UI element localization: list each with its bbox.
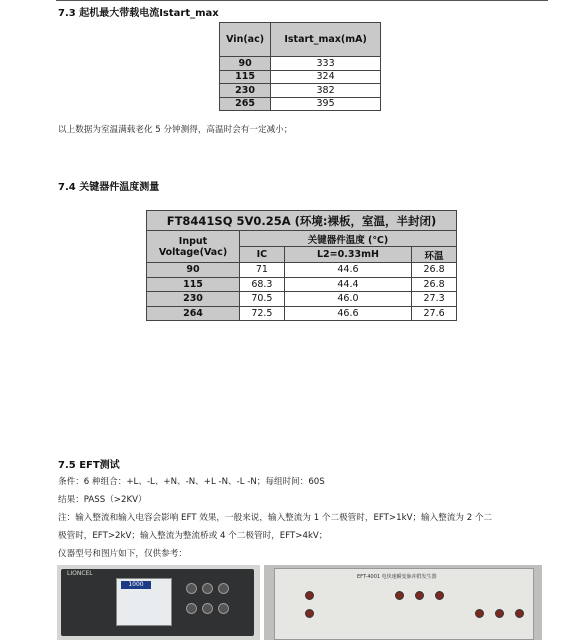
eft-instrument-line: 仪器型号和图片如下，仅供参考： bbox=[58, 549, 187, 559]
ambient-temp-cell: 26.8 bbox=[412, 263, 457, 278]
ic-temp-cell: 68.3 bbox=[240, 277, 285, 292]
ic-temp-cell: 70.5 bbox=[240, 292, 285, 307]
instrument-screen bbox=[116, 578, 172, 626]
terminal-port-icon bbox=[305, 609, 314, 618]
instrument-photo-left bbox=[57, 565, 260, 640]
istart-cell: 382 bbox=[271, 84, 381, 98]
screen-value: 1000 bbox=[121, 581, 151, 589]
col-header-input-voltage: Input Voltage(Vac) bbox=[147, 231, 240, 263]
l2-temp-cell: 44.6 bbox=[284, 263, 411, 278]
eft-result-line: 结果：PASS（>2KV） bbox=[58, 495, 147, 505]
section-7-3-title: 7.3 起机最大带载电流Istart_max bbox=[58, 8, 219, 19]
table-header-row bbox=[147, 231, 457, 247]
vin-cell: 230 bbox=[220, 84, 271, 98]
ambient-temp-cell: 27.6 bbox=[412, 306, 457, 321]
table-row bbox=[147, 306, 457, 321]
ic-temp-cell: 71 bbox=[240, 263, 285, 278]
voltage-cell: 264 bbox=[147, 306, 240, 321]
ic-temp-cell: 72.5 bbox=[240, 306, 285, 321]
istart-cell: 324 bbox=[271, 70, 381, 84]
table-row bbox=[220, 97, 381, 111]
table-caption: FT8441SQ 5V0.25A (环境:裸板，室温，半封闭) bbox=[147, 211, 457, 231]
instrument-model-label: EFT-4001 电快速瞬变脉冲群发生器 bbox=[357, 574, 437, 580]
panel-knob-icon bbox=[218, 583, 229, 594]
table-row bbox=[147, 292, 457, 307]
section-7-4-title: 7.4 关键器件温度测量 bbox=[58, 182, 160, 193]
panel-knob-icon bbox=[186, 603, 197, 614]
vin-cell: 265 bbox=[220, 97, 271, 111]
eft-generator-front-panel bbox=[61, 569, 254, 636]
section-7-3-note: 以上数据为室温满载老化 5 分钟测得，高温时会有一定减小； bbox=[58, 125, 293, 135]
voltage-cell: 230 bbox=[147, 292, 240, 307]
col-header-vin: Vin(ac) bbox=[220, 23, 271, 57]
terminal-port-icon bbox=[415, 591, 424, 600]
col-header-group: 关键器件温度 (℃) bbox=[240, 231, 457, 247]
table-row bbox=[147, 263, 457, 278]
col-header-istart: Istart_max(mA) bbox=[271, 23, 381, 57]
table-row bbox=[220, 84, 381, 98]
section-7-5-title: 7.5 EFT测试 bbox=[58, 460, 120, 471]
terminal-port-icon bbox=[515, 609, 524, 618]
voltage-cell: 90 bbox=[147, 263, 240, 278]
panel-knob-icon bbox=[202, 583, 213, 594]
terminal-port-icon bbox=[305, 591, 314, 600]
col-header-l2: L2=0.33mH bbox=[284, 247, 411, 263]
terminal-port-icon bbox=[495, 609, 504, 618]
terminal-port-icon bbox=[435, 591, 444, 600]
temperature-table bbox=[146, 210, 457, 321]
table-header-row bbox=[220, 23, 381, 57]
voltage-cell: 115 bbox=[147, 277, 240, 292]
l2-temp-cell: 44.4 bbox=[284, 277, 411, 292]
istart-cell: 333 bbox=[271, 57, 381, 71]
eft-note-line-cont: 极管时，EFT>2kV；输入整流为整流桥或 4 个二极管时，EFT>4kV； bbox=[58, 531, 328, 541]
page-top-rule bbox=[56, 0, 548, 1]
panel-knob-icon bbox=[202, 603, 213, 614]
l2-temp-cell: 46.6 bbox=[284, 306, 411, 321]
eft-note-line: 注：输入整流和输入电容会影响 EFT 效果，一般来说，输入整流为 1 个二极管时，EFT>1kV；输入整流为 2 个二 bbox=[58, 513, 493, 523]
istart-cell: 395 bbox=[271, 97, 381, 111]
instrument-photo-right bbox=[264, 565, 542, 640]
terminal-port-icon bbox=[395, 591, 404, 600]
table-row bbox=[220, 70, 381, 84]
col-header-ambient: 环温 bbox=[412, 247, 457, 263]
eft-coupler-front-panel bbox=[274, 568, 534, 640]
vin-cell: 115 bbox=[220, 70, 271, 84]
table-row bbox=[220, 57, 381, 71]
ambient-temp-cell: 27.3 bbox=[412, 292, 457, 307]
table-row bbox=[147, 277, 457, 292]
col-header-ic: IC bbox=[240, 247, 285, 263]
ambient-temp-cell: 26.8 bbox=[412, 277, 457, 292]
istart-table bbox=[219, 22, 381, 111]
panel-knob-icon bbox=[186, 583, 197, 594]
instrument-brand-label: LIONCEL bbox=[67, 570, 93, 577]
eft-condition-line: 条件：6 种组合：+L、-L、+N、-N、+L -N、-L -N；每组时间：60S bbox=[58, 477, 325, 487]
vin-cell: 90 bbox=[220, 57, 271, 71]
l2-temp-cell: 46.0 bbox=[284, 292, 411, 307]
table-caption-row bbox=[147, 211, 457, 231]
panel-knob-icon bbox=[218, 603, 229, 614]
terminal-port-icon bbox=[475, 609, 484, 618]
